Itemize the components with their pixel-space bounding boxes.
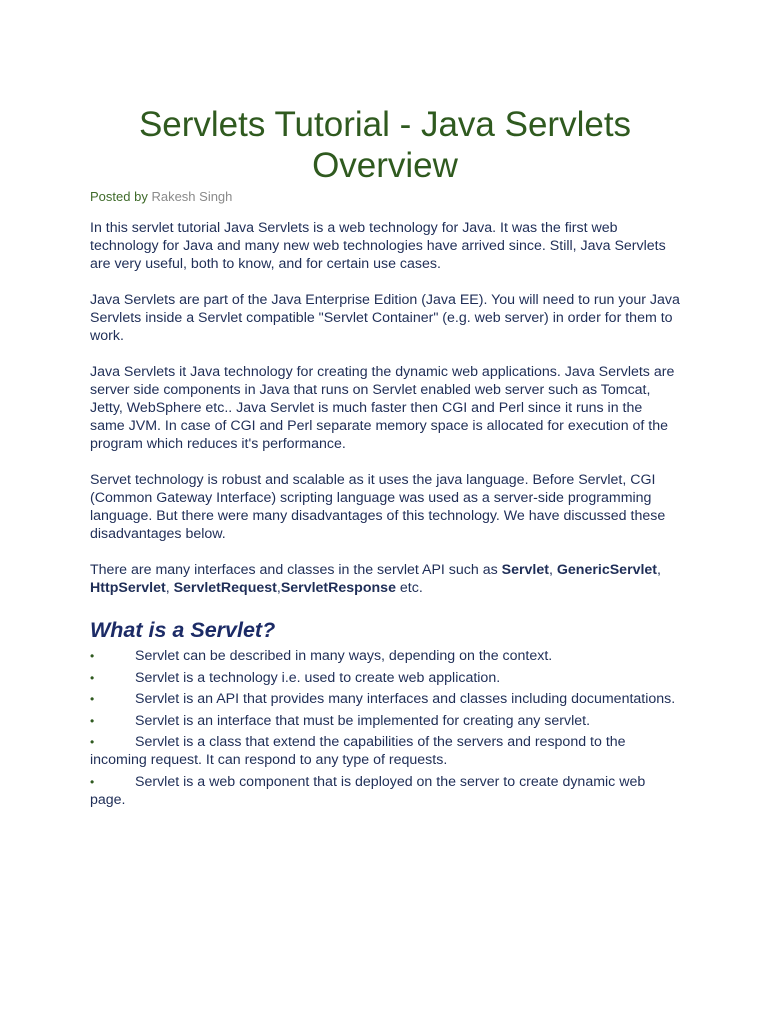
api-class-servletresponse: ServletResponse	[280, 580, 396, 596]
list-item	[90, 690, 680, 708]
list-item-text: Servlet is a class that extend the capabilities of the servers and respond to the incoming request. It can respond to any type of requests.	[90, 734, 626, 768]
page-title: Servlets Tutorial - Java Servlets Overview	[138, 105, 632, 185]
api-separator: ,	[165, 580, 174, 596]
paragraph-intro: In this servlet tutorial Java Servlets is a web technology for Java. It was the first web technology for Java and many new web technologies have arrived since. Still, Java Servlets are very useful, both to know, and for certain use cases.	[90, 220, 666, 272]
bullet-icon: •	[90, 670, 95, 685]
api-suffix: etc.	[395, 580, 423, 596]
list-item-text: Servlet is an API that provides many interfaces and classes including documentations.	[135, 691, 676, 707]
paragraph-robust: Servet technology is robust and scalable as it uses the java language. Before Servlet, CGI (Common Gateway Interface) scripting language was used as a server-side programming language. But there were many disadvantages of this technology. We have discussed these disadvantages below.	[90, 472, 666, 542]
list-item-text: Servlet is a technology i.e. used to create web application.	[135, 669, 501, 686]
api-class-servletrequest: ServletRequest	[173, 580, 277, 596]
author-link[interactable]: Rakesh Singh	[151, 189, 233, 204]
api-class-genericservlet: GenericServlet	[556, 562, 658, 578]
byline-label: Posted by	[90, 189, 148, 204]
list-item	[90, 712, 680, 730]
servlet-definition-list	[90, 647, 680, 809]
paragraph-api	[90, 561, 680, 597]
list-item-text: Servlet can be described in many ways, depending on the context.	[135, 648, 553, 664]
list-item	[90, 773, 680, 809]
bullet-icon: •	[90, 713, 95, 728]
list-item	[90, 647, 680, 665]
paragraph-dynamic-web: Java Servlets it Java technology for creating the dynamic web applications. Java Servlets are server side components in Java that runs on Servlet enabled web server such as Tomcat, Jetty, WebSphere etc.. Java Servlet is much faster then CGI and Perl since it runs in the same JVM. In case of CGI and Perl separate memory space is allocated for execution of the program which reduces it's performance.	[90, 364, 675, 452]
api-class-servlet: Servlet	[501, 562, 549, 578]
list-item	[90, 733, 680, 769]
byline	[90, 188, 680, 206]
list-item	[90, 669, 680, 687]
api-class-httpservlet: HttpServlet	[90, 580, 166, 596]
list-item-text: Servlet is a web component that is deployed on the server to create dynamic web page.	[90, 773, 646, 808]
section-heading: What is a Servlet?	[90, 618, 276, 642]
bullet-icon: •	[90, 692, 95, 706]
bullet-icon: •	[90, 649, 95, 663]
api-intro-text: There are many interfaces and classes in the servlet API such as	[90, 562, 498, 578]
list-item-text: Servlet is an interface that must be implemented for creating any servlet.	[135, 712, 591, 729]
bullet-icon: •	[90, 774, 95, 789]
api-separator: ,	[657, 562, 661, 578]
document-page	[90, 104, 680, 812]
paragraph-java-ee: Java Servlets are part of the Java Enterprise Edition (Java EE). You will need to run your Java Servlets inside a Servlet compatible "Servlet Container" (e.g. web server) in order for them to work.	[90, 292, 680, 344]
api-separator: ,	[548, 562, 557, 578]
bullet-icon: •	[90, 735, 95, 749]
api-separator: ,	[276, 580, 281, 596]
